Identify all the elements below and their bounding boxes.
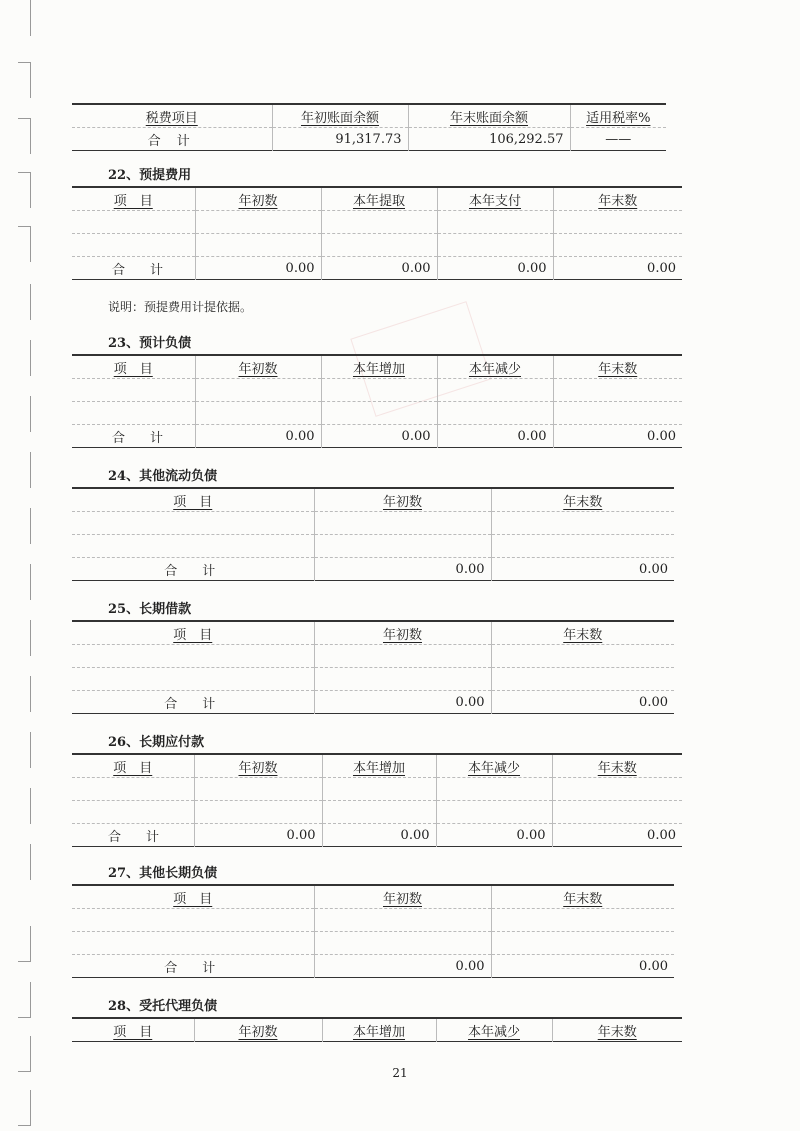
total-row (72, 691, 674, 714)
section-title: 25、长期借款 (108, 602, 192, 617)
header-cell: 项 目 (113, 760, 153, 776)
table-header-row (72, 1018, 682, 1042)
total-row (72, 824, 682, 847)
table-row (72, 932, 674, 955)
header-cell: 年末数 (553, 187, 682, 211)
binding-mark (18, 926, 31, 962)
table-row (72, 211, 682, 234)
total-value: 0.00 (321, 425, 437, 448)
entrusted-agency-liabilities-table (72, 1017, 682, 1042)
long-term-loans-table (72, 620, 674, 714)
binding-mark (18, 620, 31, 656)
section-title: 22、预提费用 (108, 168, 192, 183)
section-title: 28、受托代理负债 (108, 999, 218, 1014)
header-cell: 项 目 (113, 361, 153, 377)
total-value: 0.00 (553, 425, 682, 448)
total-label: 合 计 (72, 824, 194, 847)
header-cell: 年末数 (491, 621, 674, 645)
header-cell: 年末数 (553, 355, 682, 379)
header-cell: 年初数 (194, 1018, 322, 1042)
total-value: 0.00 (437, 425, 553, 448)
header-cell: 本年减少 (436, 754, 552, 778)
note-text: 说明：预提费用计提依据。 (108, 300, 253, 314)
header-cell: 项 目 (173, 891, 213, 907)
header-cell: 年末数 (552, 754, 682, 778)
binding-mark (18, 1090, 31, 1126)
binding-mark (18, 118, 31, 154)
total-value: 0.00 (552, 824, 682, 847)
header-cell: 年末数 (552, 1018, 682, 1042)
binding-mark (18, 788, 31, 824)
section-title: 27、其他长期负债 (108, 866, 218, 881)
table-row (72, 512, 674, 535)
header-cell: 本年减少 (436, 1018, 552, 1042)
header-cell: 本年增加 (322, 754, 436, 778)
header-cell: 项 目 (113, 1024, 153, 1040)
header-cell: 年末账面余额 (408, 104, 570, 128)
total-value: 0.00 (553, 257, 682, 280)
total-value: 0.00 (314, 691, 491, 714)
total-value: 0.00 (194, 824, 322, 847)
header-cell: 本年提取 (321, 187, 437, 211)
binding-mark (18, 340, 31, 376)
header-cell: 项 目 (113, 193, 153, 209)
total-label: 合 计 (72, 955, 314, 978)
other-long-term-liabilities-table (72, 884, 674, 978)
table-header-row (72, 488, 674, 512)
total-label: 合 计 (72, 128, 272, 151)
binding-mark (18, 564, 31, 600)
table-header-row (72, 885, 674, 909)
table-row (72, 645, 674, 668)
header-cell: 年初数 (314, 885, 491, 909)
total-row (72, 425, 682, 448)
binding-mark (18, 982, 31, 1018)
binding-mark (18, 452, 31, 488)
header-cell: 年初数 (195, 187, 321, 211)
estimated-liabilities-table (72, 354, 682, 448)
binding-mark (18, 844, 31, 880)
table-header-row (72, 104, 666, 128)
header-cell: 年初数 (194, 754, 322, 778)
section-title: 23、预计负债 (108, 336, 192, 351)
header-cell: 本年支付 (437, 187, 553, 211)
total-value: 0.00 (491, 691, 674, 714)
header-cell: 年初数 (314, 621, 491, 645)
total-label: 合 计 (72, 425, 195, 448)
total-row (72, 128, 666, 151)
table-row (72, 535, 674, 558)
table-row (72, 801, 682, 824)
total-value: 0.00 (314, 558, 491, 581)
table-header-row (72, 621, 674, 645)
section-title: 26、长期应付款 (108, 735, 205, 750)
header-cell: 项 目 (173, 494, 213, 510)
binding-mark (18, 226, 31, 262)
header-cell: 项 目 (173, 627, 213, 643)
total-label: 合 计 (72, 691, 314, 714)
section-title: 24、其他流动负债 (108, 469, 218, 484)
table-row (72, 668, 674, 691)
table-header-row (72, 187, 682, 211)
total-value: 0.00 (436, 824, 552, 847)
binding-mark (18, 0, 31, 36)
total-value: —— (570, 128, 666, 151)
other-current-liabilities-table (72, 487, 674, 581)
total-value: 106,292.57 (408, 128, 570, 151)
binding-mark (18, 508, 31, 544)
table-row (72, 402, 682, 425)
binding-mark (18, 732, 31, 768)
binding-mark (18, 284, 31, 320)
tax-table (72, 103, 666, 151)
total-value: 0.00 (491, 955, 674, 978)
total-value: 91,317.73 (272, 128, 408, 151)
total-value: 0.00 (437, 257, 553, 280)
table-header-row (72, 754, 682, 778)
total-value: 0.00 (322, 824, 436, 847)
total-row (72, 558, 674, 581)
total-label: 合 计 (72, 558, 314, 581)
long-term-payables-table (72, 753, 682, 847)
table-row (72, 778, 682, 801)
header-cell: 年初账面余额 (272, 104, 408, 128)
accrued-expenses-table (72, 186, 682, 280)
header-cell: 年初数 (314, 488, 491, 512)
binding-marks (18, 0, 32, 1131)
total-row (72, 257, 682, 280)
header-cell: 本年增加 (321, 355, 437, 379)
total-value: 0.00 (195, 257, 321, 280)
total-value: 0.00 (195, 425, 321, 448)
header-cell: 本年增加 (322, 1018, 436, 1042)
table-row (72, 909, 674, 932)
binding-mark (18, 396, 31, 432)
binding-mark (18, 62, 31, 98)
table-row (72, 234, 682, 257)
header-cell: 年末数 (491, 488, 674, 512)
total-value: 0.00 (314, 955, 491, 978)
binding-mark (18, 676, 31, 712)
page-number: 21 (392, 1066, 408, 1080)
total-row (72, 955, 674, 978)
header-cell: 税费项目 (145, 110, 198, 126)
total-value: 0.00 (491, 558, 674, 581)
table-header-row (72, 355, 682, 379)
header-cell: 年初数 (195, 355, 321, 379)
header-cell: 年末数 (491, 885, 674, 909)
total-value: 0.00 (321, 257, 437, 280)
total-label: 合 计 (72, 257, 195, 280)
binding-mark (18, 172, 31, 208)
header-cell: 本年减少 (437, 355, 553, 379)
header-cell: 适用税率% (570, 104, 666, 128)
table-row (72, 379, 682, 402)
